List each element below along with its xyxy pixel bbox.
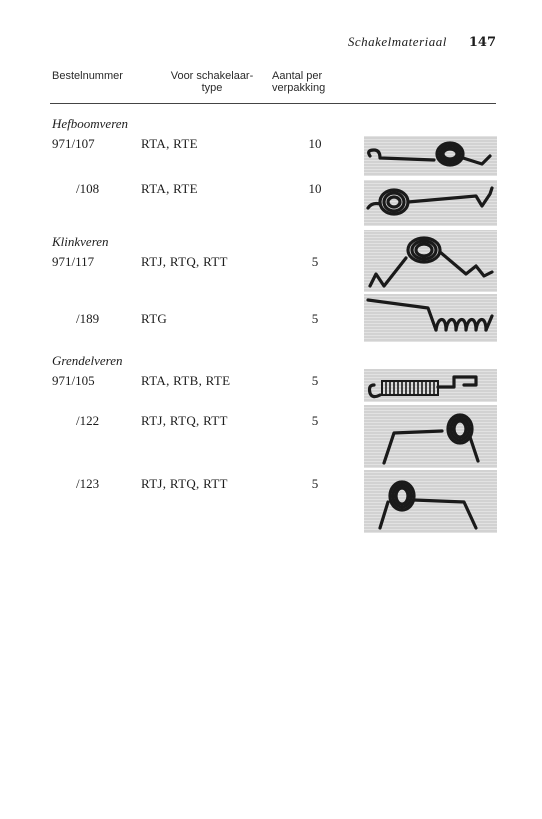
pack-quantity: 5 [311,254,319,269]
switch-types: RTA, RTB, RTE [141,373,231,388]
torsion-spring-left-icon [364,470,497,533]
lever-spring-long-icon [364,180,497,226]
header-rule [50,103,496,104]
column-header-order-number: Bestelnummer [52,70,123,82]
column-header-switch-type: Voor schakelaar- type [170,70,254,94]
switch-types: RTG [141,311,168,326]
lever-spring-icon [364,136,497,176]
column-header-quantity: Aantal per verpakking [272,70,326,94]
pack-quantity: 10 [308,181,322,196]
order-number: /189 [76,311,100,326]
pack-quantity: 5 [311,413,319,428]
order-number: /122 [76,413,100,428]
group-title-hefboomveren: Hefboomveren [52,116,129,131]
group-title-klinkveren: Klinkveren [52,234,109,249]
coil-spring-hook-icon [364,294,497,342]
switch-types: RTJ, RTQ, RTT [141,476,228,491]
order-number: 971/107 [52,136,95,151]
switch-types: RTA, RTE [141,181,198,196]
switch-types: RTJ, RTQ, RTT [141,254,228,269]
group-title-grendelveren: Grendelveren [52,353,123,368]
page-number: 147 [468,35,496,50]
switch-types: RTJ, RTQ, RTT [141,413,228,428]
section-title: Schakelmateriaal [347,34,447,49]
order-number: /123 [76,476,100,491]
order-number: 971/105 [52,373,95,388]
pack-quantity: 5 [311,373,319,388]
running-head [348,34,496,50]
order-number: 971/117 [52,254,95,269]
pack-quantity: 10 [308,136,322,151]
order-number: /108 [76,181,100,196]
pack-quantity: 5 [311,476,319,491]
switch-types: RTA, RTE [141,136,198,151]
torsion-spring-right-icon [364,405,497,468]
pack-quantity: 5 [311,311,319,326]
tension-spring-icon [364,369,497,402]
latch-spring-icon [364,230,497,292]
